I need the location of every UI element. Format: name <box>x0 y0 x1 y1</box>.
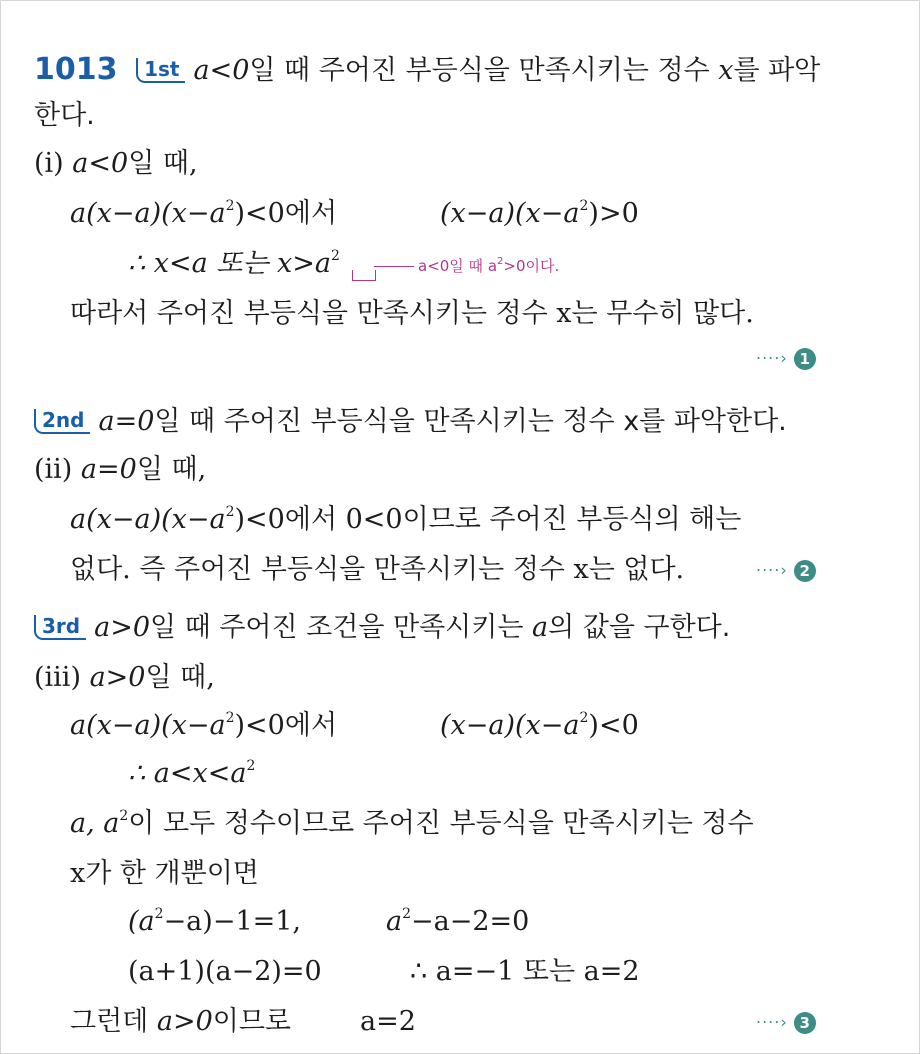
step2-line <box>34 404 787 440</box>
case2-eq-sup: 2 <box>225 504 235 520</box>
case3-eq4b: −a−2=0 <box>411 906 530 937</box>
case3-answer: a=2 <box>360 1006 416 1037</box>
step3-line <box>34 610 730 646</box>
case3-eq2-sup: 2 <box>579 710 589 726</box>
step3-text-a: 일 때 주어진 조건을 만족시키는 <box>150 612 532 643</box>
case3-label: (iii) <box>34 662 90 693</box>
case3-equation-line <box>70 708 337 744</box>
case1-sol-sup: 2 <box>330 248 340 264</box>
case2-label: (ii) <box>34 454 81 485</box>
ref-1 <box>756 346 816 371</box>
case3-condition: a>0 <box>89 662 146 693</box>
case3-line1 <box>70 806 754 842</box>
case2-equation <box>70 502 741 538</box>
case3-heading-end: 일 때, <box>145 662 215 693</box>
problem-number: 1013 <box>34 52 118 87</box>
case3-l1-sup: 2 <box>119 808 129 824</box>
case1-eq2-end: )>0 <box>588 198 639 229</box>
step1-var: x <box>718 55 734 86</box>
ref-2-circle: 2 <box>794 560 816 582</box>
case1-eq1: a(x−a)(x−a <box>70 198 226 229</box>
ref-1-dots: ····› <box>756 348 788 368</box>
case1-sol: ∴ x<a 또는 x>a <box>128 248 331 279</box>
case2-eq: a(x−a)(x−a <box>70 504 226 535</box>
step2-condition: a=0 <box>98 406 155 437</box>
case1-label: (i) <box>34 148 73 179</box>
step1-text: 일 때 주어진 부등식을 만족시키는 정수 <box>249 55 719 86</box>
case2-rest: 에서 0<0이므로 주어진 부등식의 해는 <box>284 504 742 535</box>
case3-eq3b: −a)−1=1, <box>163 906 302 937</box>
case3-eq2: (x−a)(x−a <box>440 710 580 741</box>
case1-equation-2 <box>440 196 639 232</box>
case3-l1a: a, a <box>70 808 120 839</box>
case1-heading <box>34 146 198 182</box>
case1-eq1-end: )<0 <box>234 198 285 229</box>
case3-eq2-end: )<0 <box>588 710 639 741</box>
ref-3 <box>756 1010 816 1035</box>
step-label-1st: 1st <box>136 58 185 83</box>
case3-sol-sup: 2 <box>246 758 256 774</box>
title-line-2: 한다. <box>34 100 95 131</box>
case2-conclusion: 없다. 즉 주어진 부등식을 만족시키는 정수 x는 없다. <box>70 554 685 585</box>
case3-eq1: a(x−a)(x−a <box>70 710 226 741</box>
step-label-3rd: 3rd <box>34 615 86 640</box>
step2-text: 일 때 주어진 부등식을 만족시키는 정수 x를 파악한다. <box>154 406 787 437</box>
case1-eq1-word: 에서 <box>284 198 338 229</box>
step-label-2nd: 2nd <box>34 409 90 434</box>
case3-sol: ∴ a<x<a <box>128 758 247 789</box>
case2-heading-end: 일 때, <box>136 454 207 485</box>
case3-heading <box>34 660 215 696</box>
case3-final-a: 그런데 <box>70 1006 157 1037</box>
case3-final <box>70 1004 291 1040</box>
case3-eq3-sup: 2 <box>154 906 164 922</box>
note-bracket <box>352 270 376 281</box>
case1-eq2: (x−a)(x−a <box>440 198 580 229</box>
case2-condition: a=0 <box>80 454 137 485</box>
case2-heading <box>34 452 206 488</box>
case1-eq2-sup: 2 <box>579 198 589 214</box>
ref-3-dots: ····› <box>756 1012 788 1032</box>
case3-eq4-sup: 2 <box>402 906 412 922</box>
ref-2-dots: ····› <box>756 560 788 580</box>
step3-condition: a>0 <box>94 612 151 643</box>
note-bracket-arm <box>374 266 414 267</box>
case3-equation-2 <box>440 708 639 744</box>
step3-var: a <box>532 612 549 643</box>
case2-eq-end: )<0 <box>234 504 285 535</box>
case3-eq3a: (a <box>128 906 155 937</box>
step1-condition: a<0 <box>193 55 250 86</box>
case3-eq4a: a <box>386 906 403 937</box>
case3-equation-6: ∴ a=−1 또는 a=2 <box>410 956 640 987</box>
case3-l1b: 이 모두 정수이므로 주어진 부등식을 만족시키는 정수 <box>128 808 754 839</box>
case3-final-c: 이므로 <box>212 1006 291 1037</box>
case3-eq1-word: 에서 <box>284 710 338 741</box>
case1-note-a: a<0일 때 a <box>418 257 498 275</box>
case1-note-sup: 2 <box>497 256 504 267</box>
case3-equation-5: (a+1)(a−2)=0 <box>128 956 322 987</box>
ref-3-circle: 3 <box>794 1012 816 1034</box>
ref-2 <box>756 558 816 583</box>
case1-condition: a<0 <box>72 148 129 179</box>
ref-1-circle: 1 <box>794 348 816 370</box>
case3-equation-3 <box>128 904 301 940</box>
case3-final-b: a>0 <box>156 1006 213 1037</box>
title-line <box>34 52 820 89</box>
case3-eq1-sup: 2 <box>225 710 235 726</box>
case1-note <box>418 256 559 276</box>
step1-text-end: 를 파악 <box>733 55 821 86</box>
case1-solution <box>128 246 340 282</box>
case3-equation-4 <box>386 904 529 940</box>
case1-note-b: >0이다. <box>503 257 560 275</box>
case1-conclusion: 따라서 주어진 부등식을 만족시키는 정수 x는 무수히 많다. <box>70 298 754 329</box>
case3-line2: x가 한 개뿐이면 <box>70 858 259 889</box>
case3-eq1-end: )<0 <box>234 710 285 741</box>
case1-heading-end: 일 때, <box>128 148 198 179</box>
case1-equation-line <box>70 196 337 232</box>
case3-solution <box>128 756 255 792</box>
step3-text-b: 의 값을 구한다. <box>548 612 731 643</box>
case1-eq1-sup: 2 <box>225 198 235 214</box>
